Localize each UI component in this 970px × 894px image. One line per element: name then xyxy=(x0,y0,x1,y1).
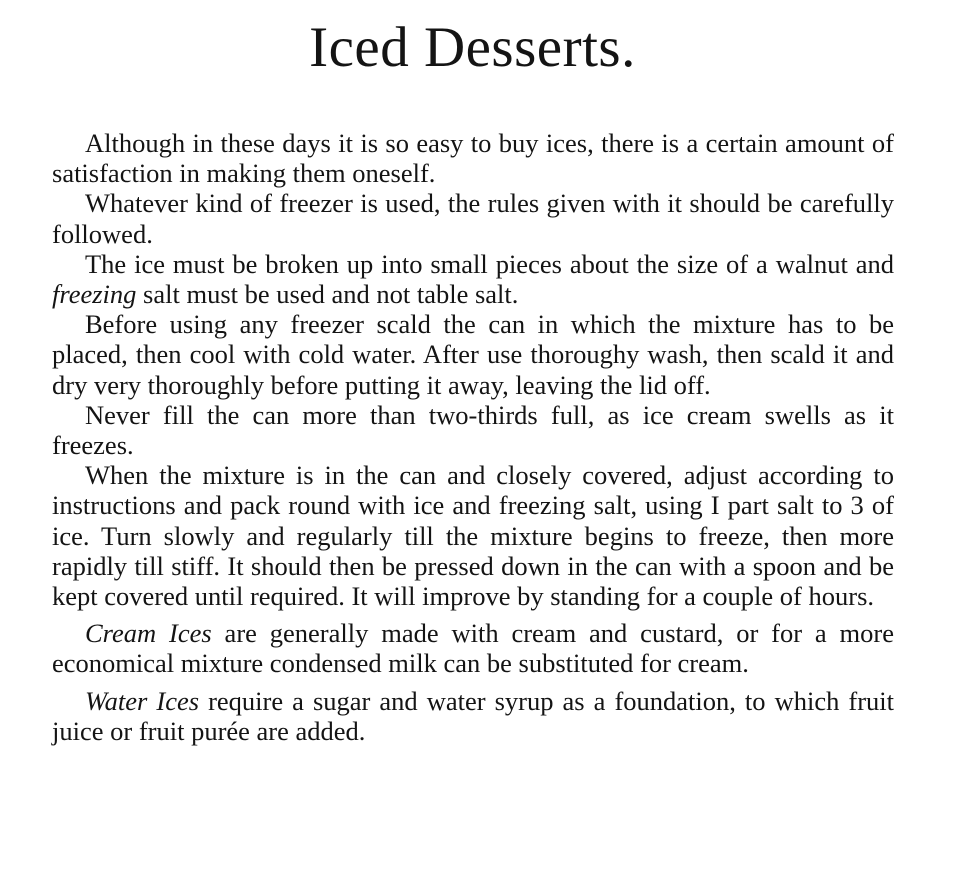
body-text xyxy=(52,128,894,746)
paragraph-ice xyxy=(52,249,894,309)
paragraph-fill: Never fill the can more than two-thirds full, as ice cream swells as it freezes. xyxy=(52,399,894,461)
page-title: Iced Desserts. xyxy=(309,16,636,79)
paragraph-scald: Before using any freezer scald the can in which the mixture has to be placed, then cool with cold water. After use thoroughy wash, then scald it and dry very thoroughly before putting it away, leaving the lid off. xyxy=(52,309,894,400)
paragraph-cream-ices-text: are generally made with cream and custard, or for a more economical mixture condensed milk can be substituted for cream. xyxy=(52,618,894,679)
paragraph-rules: Whatever kind of freezer is used, the rules given with it should be carefully followed. xyxy=(52,188,894,249)
paragraph-water-ices-text: require a sugar and water syrup as a foundation, to which fruit juice or fruit purée are added. xyxy=(52,685,895,746)
paragraph-ice-text-before: The ice must be broken up into small pieces about the size of a walnut and xyxy=(85,248,894,279)
paragraph-intro: Although in these days it is so easy to buy ices, there is a certain amount of satisfaction in making them oneself. xyxy=(52,128,894,189)
paragraph-method: When the mixture is in the can and closely covered, adjust according to instructions and pack round with ice and freezing salt, using I part salt to 3 of ice. Turn slowly and regularly till the mixture begins to freeze, then more rapidly till stiff. It should then be pressed down in the can with a spoon and be kept covered until required. It will improve by standing for a couple of hours. xyxy=(52,460,894,612)
paragraph-ice-text-after: salt must be used and not table salt. xyxy=(136,279,519,310)
freezing-emphasis: freezing xyxy=(52,279,137,310)
paragraph-water-ices xyxy=(52,686,894,746)
water-ices-heading: Water Ices xyxy=(85,685,200,716)
paragraph-cream-ices xyxy=(52,618,894,678)
cream-ices-heading: Cream Ices xyxy=(85,618,212,649)
